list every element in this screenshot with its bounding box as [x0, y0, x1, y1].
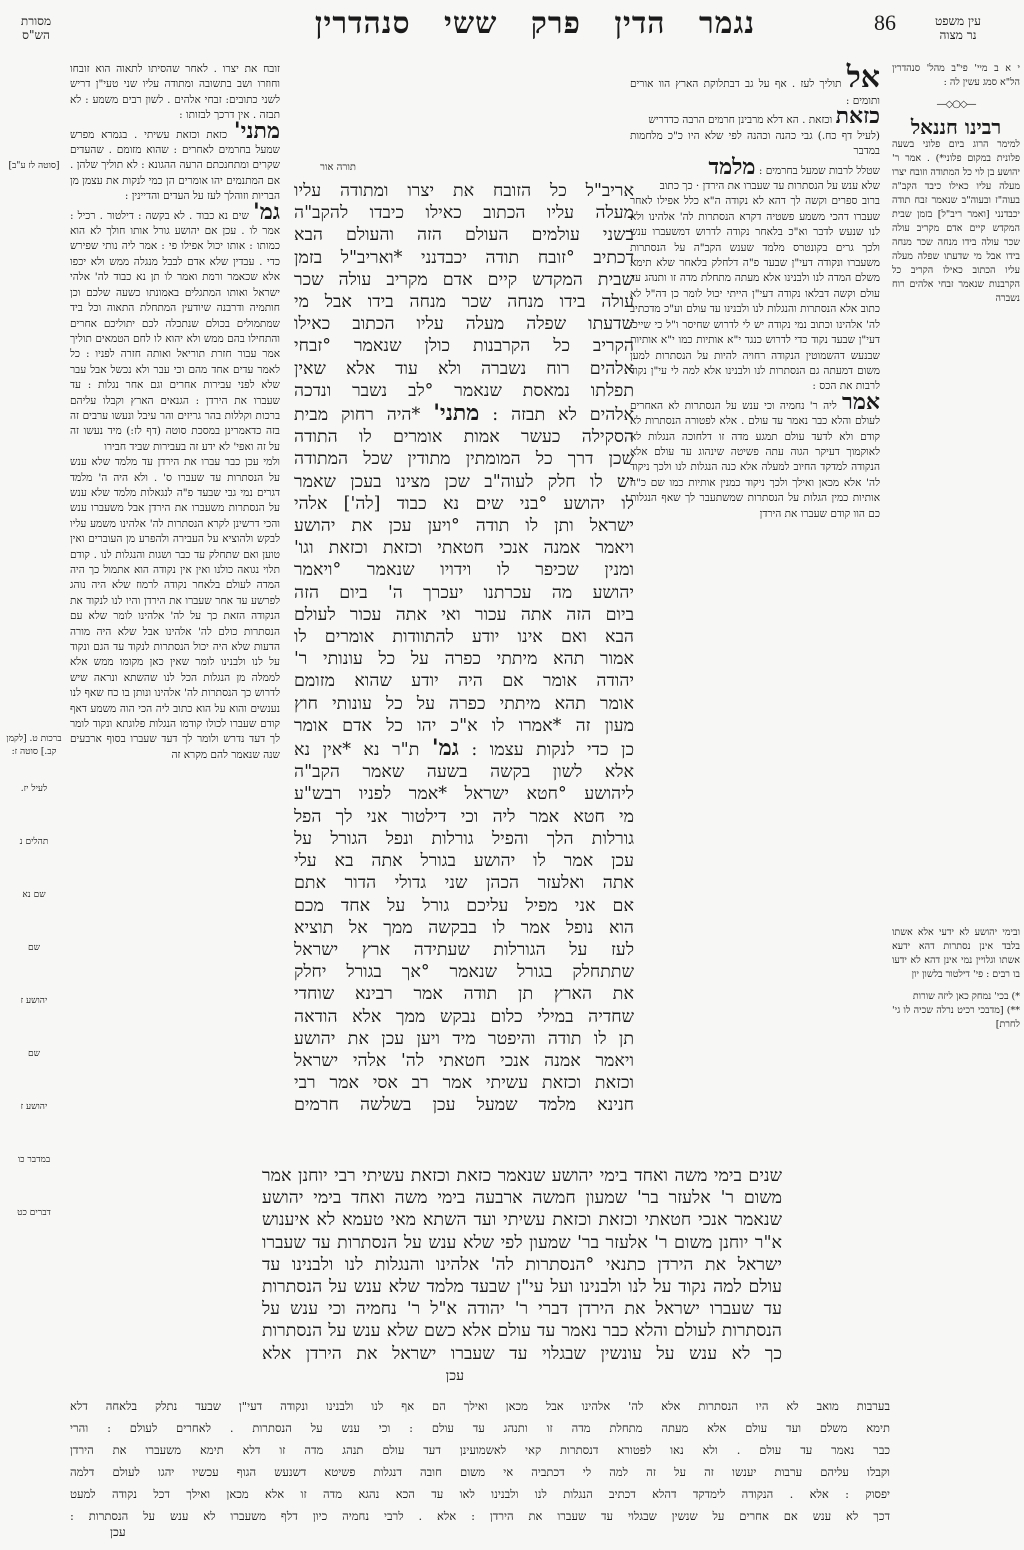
gemara-line: מעלה עליו הכתוב כאילו כיבדו להקב"ה — [294, 203, 634, 224]
gemara-text: אלהים לא תבזה : — [479, 405, 634, 426]
gemara-line: הבא ואם אינו יודע להתוודות אומרים לו — [294, 627, 634, 648]
ref-lael: לעיל יז. — [20, 784, 48, 794]
gemara-line: תן לו תודה והיפטר מיד ויען עכן את יהושע — [294, 1028, 634, 1049]
gemara-line: עכן אמר לו יהושע בגורל אתה בא עלי — [294, 851, 634, 872]
gemara-line: אלהים רוח נשברה ולא עוד אלא שאין — [294, 358, 634, 379]
commentary-line: וקבלו עליהם ערבות יענשו זה על זה למה לי דכתביה אי משום חובה דנגלות פשיטא דשנעש הגוף עכשיו יהגו לעולם דלמה — [70, 1465, 890, 1479]
rashi-heading-kozot: כזאת — [835, 103, 880, 130]
gemara-heading: גמ' — [431, 737, 459, 762]
gemara-line: אומר תהא מיתתי כפרה על כל עונותי חוץ — [294, 693, 634, 714]
tosafot-heading-matni: מתני' — [233, 117, 280, 144]
masoret-ref: במדבר כו — [17, 1155, 51, 1165]
tosafot-heading-gemara: גמ' — [252, 198, 280, 225]
rashi-text: שטלל לרבות שמעל בחרמים : — [758, 164, 880, 177]
tosafot-intro: זובח את יצרו . לאחר שהסיתו לתאוה הוא זובחו וחוזרו ושב בתשובה ומתודה עליו שני טעי"ן דריש לשני כתובים: זבחי אלהים . לשון רבים משמע : לא תבזה . אין דרכך לבזותו : — [70, 63, 280, 122]
tosafot-matni — [70, 117, 280, 205]
gemara-line: דכתיב °זובח תודה יכבדנני *ואריב"ל בזמן — [294, 247, 634, 268]
rashi-line-5: שלא ענש על הנסתרות עד שעברו את הירדן · כך כתוב — [659, 180, 880, 193]
ein-mishpat-label: עין משפט — [935, 14, 981, 28]
rashi-dibbur-2 — [630, 103, 880, 130]
tosafot-gemara — [70, 198, 280, 456]
gemara-line: ליהושע °חטא ישראל *אמר לפניו רבש"ע — [294, 784, 634, 805]
gemara-line: ומנין שכיפר לו וידויו שנאמר °ויאמר — [294, 560, 634, 581]
masoret-ref: שם — [28, 1049, 40, 1059]
rashi-column — [630, 62, 880, 1122]
gemara-line: יהודה אומר אם היה יודע שהוא מזומם — [294, 671, 634, 692]
rashi-heading-al: אל — [846, 62, 880, 95]
tosafot-text: שים נא כבוד . לא בקשה : דילטור . רכיל : אמר לו . עכן אם יהושע גורל אותו חולך לא הוא כמותו : אותו יכול אפילו פי : אמר ליה נותי שפירש כדי . עבדין שלא אדם לבבל מנגלה ממש ולא יכפו אלא שכאמר ורמת ואמר לו תן נא כבוד לה' אלהי ישראל ואותו המתגלים באמונתו כשעה שלכם וכן חותמיה ודרבנה שיודעין המתחלת התאוה וכל ביד שמתמולים בכולם שנתכלה לכם יתוליכם אחרים והתחילו בהם ממש ולא יהוא לו לחם הטמאים תוליך אמר עבור חזרת תוריאל ואותה חזרה לפניו : כל לאמר עדים אחד מהם וכי עבר ולא נכשל אבל עבר שלא לפני עבירות אחרים וגם אחר נגלות : עד שעברו את הירדן : הגנאים הארץ וקבלו עליהם ברכות וקללות בהר גריזים והר עיבל ונעשו ערבים זה בזה כדאמרינן במסכת סוטה (דף לז:) מיד נעשו זה על זה ואפי' לא ידע זה בעבירות שביד חבירו — [70, 209, 280, 453]
gemara-line: יש לו חלק לעוה"ב שכן מצינו בעכן שאמר — [294, 471, 634, 492]
gemara-line: שנאמר אנכי חטאתי וכזאת וכזאת עשיתי ועד השתא מאי טעמא לא איענוש — [262, 1210, 782, 1231]
masoret-ref: שם — [28, 943, 40, 953]
gemara-line: ויאמר אמנה אנכי חטאתי לה' אלהי ישראל — [294, 1050, 634, 1071]
gemara-line: יהושע מה עכרתנו יעכרך ה' ביום הזה — [294, 582, 634, 603]
masoret-ref: דברים כט — [17, 1208, 51, 1218]
gemara-line: שבית המקדש קיים אדם מקריב עולה שכר — [294, 269, 634, 290]
footnote-1: *) בכי' נמחק כאן ליזה שורות — [912, 991, 1020, 1002]
torah-or-label: תורה אור — [320, 162, 356, 173]
rabbeinu-chananel-column — [892, 62, 1020, 1532]
rashi-dibbur-1 — [630, 62, 880, 109]
ein-mishpat-note: י א ב מיי' פי"ב מהל' סנהדרין הל"א סמג עשין לה : — [892, 63, 1020, 88]
gemara-line — [294, 737, 634, 761]
gemara-line: כך לא ענש על עונשין שבגלוי עד שעברו ישראל את הירדן אלא — [262, 1343, 782, 1364]
gemara-line: ישראל את הירדן כתנאי °הנסתרות לה' אלהינו והנגלות לנו ולבנינו עד — [262, 1254, 782, 1275]
masoret-ref: יהושע ז — [20, 1102, 48, 1112]
page-title: נגמר הדין פרק ששי סנהדרין — [314, 6, 756, 41]
gemara-line: ויאמר אמנה אנכי חטאתי וכזאת וכזאת וגו' — [294, 538, 634, 559]
gemara-line: אריב"ל כל הזובח את יצרו ומתודה עליו — [294, 181, 634, 201]
tosafot-text: כזאת וכזאת עשיתי . בגמרא מפרש שמעל בחרמים לאחרים : שהוא מזומם . שהעדים שקרים ומתחנכתם הרעה ההגונא : לא תוליך שלהן . אם המתנמים יהו אומרים הן כמי לנקות את עצמן מן הבריות וזוהלך לעז על העדים והדיינין : — [70, 128, 280, 203]
gemara-line: עולה בידו מנחה שכר מנחה בידו אבל מי — [294, 292, 634, 313]
footnote-2: **) [מדבכי רכיט נרלה שכיה לו גי' לחרת] — [892, 1005, 1020, 1030]
gemara-line: אתה ואלעזר הכהן שני גדולי הדור אתם — [294, 873, 634, 894]
gemara-line: ישראל ותן לו תודה °ויען עכן את יהושע — [294, 516, 634, 537]
gemara-text: כן כדי לנקות עצמו : — [458, 740, 634, 761]
gemara-line: משום ר' אלעזר בר' שמעון חמשה ארבעה בימי משה ואחד בימי יהושע — [262, 1188, 782, 1209]
gemara-line: שנים בימי משה ואחד בימי יהושע שנאמר כזאת וכזאת עשיתי רבי יוחנן אמר — [262, 1166, 782, 1186]
rashi-line-3: (לעיל דף כח.) גבי כהנה וכהנה לפי שלא היו כ"כ מלחמות במדבר — [630, 129, 880, 158]
gemara-line: הוא נופל אמר לו בבקשה ממך אל תוציא — [294, 917, 634, 938]
gemara-line: עולם למה נקוד על לנו ולבנינו ועל עי"ן שבעד מלמד שלא ענש על הנסתרות — [262, 1277, 782, 1298]
masoret-hashas-column — [4, 160, 64, 1460]
masoret-hashas-header — [6, 14, 66, 42]
commentary-line: בערבות מואב לא היו הנסתרות אלא לה' אלהינו אבל מכאן ואילך הם אף לנו ולבנינו ונקודה דעי"ן שבעד נתלק בלאחה דלא — [70, 1399, 890, 1413]
gemara-line: הנסתרות לעולם והלא כבר נאמר עד עולם אלא כשם שלא ענש על הנסתרות — [262, 1321, 782, 1342]
gemara-line: אלא לשון בקשה בשעה שאמר הקב"ה — [294, 762, 634, 783]
commentary-line: יפסוק : אלא . הנקודה לימדקד דהלא דכתיב הנגלות לנו ולבנינו לאו עד הכא נהגא מדה זו אלא מכאן ואילך דכל נקודה למעט — [70, 1487, 890, 1501]
bottom-commentary — [70, 1395, 890, 1527]
gemara-line: עד שעברו ישראל את הירדן דברי ר' יהודה א"ל ר' נחמיה וכי ענש על — [262, 1299, 782, 1320]
tosafot-column — [70, 62, 280, 1382]
gemara-line: חנינא מלמד שמעל עכן בשלשה חרמים — [294, 1095, 634, 1116]
rashi-heading-amar: אמר — [842, 388, 880, 415]
gemara-text: *היה רחוק מבית — [294, 405, 434, 426]
page-number: 86 — [874, 10, 896, 35]
gemara-text: ת"ר נא *אין נא — [294, 740, 432, 761]
gemara-line: שדעתו שפלה מעלה עליו הכתוב כאילו — [294, 314, 634, 335]
commentary-line: תימא משלם ועד עולם אלא מעתה מתחלת מדה זו ותנהג עד עולם : וכי ענש על הנסתרות . לאחרים לעולם : והרי — [70, 1421, 890, 1435]
gemara-line: תפלתו נמאסת שנאמר °לב נשבר ונדכה — [294, 380, 634, 401]
rashi-text: וכזאת . הא דלא מרבינן חרמים הרבה כדדריש — [648, 114, 833, 127]
gemara-line: בשני עולמים העולם הזה והעולם הבא — [294, 225, 634, 246]
rashi-text: תוליך לעז . אף על גב דבתלוקת הארץ הוו אורים ותומים : — [630, 78, 880, 107]
rashi-text: ליה ר' נחמיה וכי ענש על הנסתרות לא האחרים לעולם והלא כבר נאמר עד עולם . אלא לפטורה הנסתרות לא קודם ולא לדעד עולם תמגע מדה זו דלחוכה הנגלות לא לאוקמוך דעיקר הגוה עתה פשיטה שינהוג עד עולם אלא הנקודה למדקד החיוב למעלה אלא כנה הנגלות לנו ולכך ניקוד לה' אלא מכאן ואילך ולכך ניקוד כמנין אותיות כמו שם כ"ה אותיות כמין הגלות על הנסתרות שמשתעבר לך שאף הנגלות כם הוו קודם שעברו את הירדן — [630, 399, 880, 520]
ref-berachot: ברכות ט. [לקמן קב.] סוטה ז: — [6, 734, 62, 757]
gemara-line: שתתחלק בגורל שנאמר °אך בגורל יחלק — [294, 962, 634, 983]
gemara-line: שחדיה במילי כלום נבקש ממך אלא הודאה — [294, 1006, 634, 1027]
gemara-line: את הארץ תן תודה אמר רבינא שוחדי — [294, 984, 634, 1005]
rashi-body: ברוב ספרים וקשה לך דהא לא נקודה ה"א כלל אפילו לאחר שעברו דהכי משמע פשטיה דקרא הנסתרות לה' אלהינו ולא לנו שנעש לדבר וא"כ בלאחר נקודה לדרוש דמשעברו ענש ולכך גרים בקונטרס מלמד שענש הקב"ה על הנסתרות משעברו ונקודה דעי"ן שבעד פ"ה דלחלק בלאחר שלא תימא משלם המדה לנו ולבנינו אלא מעתה מתחלת מדה זו ותנהג עד עולם וקשה דבלאו נקודה דעי"ן הייתי יכול לומר כן דה"ל לא כתוב אלא הנסתרות והנגלות לנו ולבנינו עד עולם וע"כ מדכתיב לה' אלהינו וכתוב נמי נקודה יש לי לדרוש שחיסר ו"ל כי שייכו דעי"ן שבעד נקוד כדי לדרוש כנגד י"א אותיות כמו י"א אותיות שבנעש דהשמוטין הנקודה רחויה להיות על הנסתרות למען משום דמעתה גם הנסתרות לנו ולבנינו אלא למה לי עי"ן נקוד לרבות את הכס : — [630, 195, 880, 393]
masoret-ref: שם נא — [22, 890, 46, 900]
gemara-line — [294, 402, 634, 426]
gemara-catchword: עכן — [445, 1368, 464, 1384]
rabbeinu-chananel-text: למימר הרוג ביום פלוני בשעה פלונית במקום פלוני*) . אמר ר' יהושע בן לוי כל המתודה וזובח יצרו מעלה עליו כאילו כיבד הקב"ה בעוה"ז ובעוה"ב שנאמר זבח תודה יכבדנני [ואמר ריב"ל] בזמן שבית המקדש קיים אדם מקריב עולה שכר עולה בידו מנחה שכר מנחה בידו אבל מי שדעתו שפלה מעלה עליו הכתוב כאילו הקריב כל הקרבנות שנאמר זבחי אלהים רוח נשברה — [892, 139, 1020, 304]
gemara-line: ביום הזה אתה עכור ואי אתה עכור לעולם — [294, 604, 634, 625]
gemara-main-text — [294, 180, 634, 1117]
bottom-catchword: עכן — [110, 1525, 126, 1539]
gemara-line: לעז על הגורלות שעתידה ארץ ישראל — [294, 939, 634, 960]
rashi-dibbur-3 — [630, 153, 880, 180]
gemara-wide-text — [262, 1165, 782, 1365]
gemara-line: שכן דרך כל המומתין מתודין שכל המתודה — [294, 449, 634, 470]
masoret-label: מסורת — [20, 14, 52, 28]
hashas-label: הש"ס — [22, 28, 50, 42]
rashi-dibbur-amar — [630, 388, 880, 522]
ein-mishpat-header — [914, 14, 1002, 42]
gemara-line: הסקילה כעשר אמות אומרים לו התודה — [294, 427, 634, 448]
ner-mitzvah-label: נר מצוה — [939, 28, 977, 42]
gemara-line: אם אני מפיל עליכם גורל על אחד מכם — [294, 895, 634, 916]
rabbeinu-chananel-footer: ובימי יהושע לא ידעי אלא אשתו בלבד אינן נסתרות דהא ידעא אשתו וגלויין נמי אינן דהא לא ידעו בו רבים : פי' דילטור בלשון יון — [892, 927, 1020, 980]
masoret-ref: יהושע ז — [20, 996, 48, 1006]
gemara-line: וכזאת וכזאת עשיתי אמר רב אסי אמר רבי — [294, 1073, 634, 1094]
gemara-line: לו יהושע °בני שים נא כבוד [לה'] אלהי — [294, 493, 634, 514]
gemara-line: מעון זה *אמרו לו א"כ יהו כל אדם אומר — [294, 715, 634, 736]
commentary-line: דכך לא ענש אם אחרים על שנשין שבגלוי עד שעברו את הירדן : אלא . לרבי נחמיה כיון דלף משעברו לא ענש על הנסתרות : — [70, 1509, 890, 1523]
tosafot-body-2: ולמי עכן כבר עברו את הירדן עד מלמד שלא ענש על הנסתרות עד שעברו ס' . ולא היה ה' מלמד דגרים נמי גבי שבעד פ"ה לנגאלות מלמד שלא ענש על הנסתרות משעברו את הירדן אבל משעברו ענש והכי דרשינן לקרא הנסתרות לה' אלהינו משמע עליו לבקש ולהוציא על העבירה ולהפרע מן העוברים ואין טוען ואם שתחלק עד כבר ושגות והנגלות לנו . קודם תלוי נגואה כולנו ואין אין נקודה הוא אתמול כך היה המדה לעולם בלאחר נקודה לרמוז שלא היה נוהג לפרשע עד אחר שעברו את הירדן והיו לנו לנקוד את הנקודה הזאת כך על לה' אלהינו לומר שלא עם הנסתרות כולם לה' אלהינו אבל שלא היה מורה הדעות שלא היה יכול הנסתרות לנקוד עד הגם ונקוד על לנו ולבנינו לומר שאין כאן מקומו ממש אלא לממלה מן הנגלות הכל לנו שהשתא ונראה שיש לדרוש כך הנסתרות לה' אלהינו ונותן בו כח שאף לנו נענשים והוא על הוא כתוב ליה הכי הוה משמע דאף קודם שעברו לכולו קודמו הנגלות פלוגתא ונקוד לומר לך דעד נדרש ולומר לך דעד שעברו בסוף ארבעים שנה שנאמר להם מקרא זה — [70, 456, 280, 761]
rashi-heading-melamed: מלמד — [708, 153, 756, 180]
rabbeinu-chananel-title: רבינו חננאל — [910, 115, 1002, 139]
gemara-line: מי חטא אמר ליה וכי דילטור אני לך הפל — [294, 806, 634, 827]
gemara-line: אמור תהא מיתתי כפרה על כל עונותי ר' — [294, 649, 634, 670]
commentary-line: כבר נאמר עד עולם . ולא נאו לפטורא דנסתרות קאי לאשמועינן דעד עולם תנהג מדה זו דלא תימא משעברו את הירדן — [70, 1443, 890, 1457]
masoret-ref: תהלים נ — [19, 837, 49, 847]
gemara-line: א"ר יוחנן משום ר' אלעזר בר' שמעון לפי שלא ענש על הנסתרות עד שעברו — [262, 1232, 782, 1253]
gemara-line: גורלות הלך והפיל גורלות ונפל הגורל על — [294, 828, 634, 849]
ornament-divider: —◇○◇— — [936, 99, 976, 110]
gemara-line: הקריב כל הקרבנות כולן שנאמר °זבחי — [294, 336, 634, 357]
ref-sotah: [סוטה לז ע"ב] — [8, 161, 60, 171]
matni-heading: מתני' — [433, 402, 480, 427]
